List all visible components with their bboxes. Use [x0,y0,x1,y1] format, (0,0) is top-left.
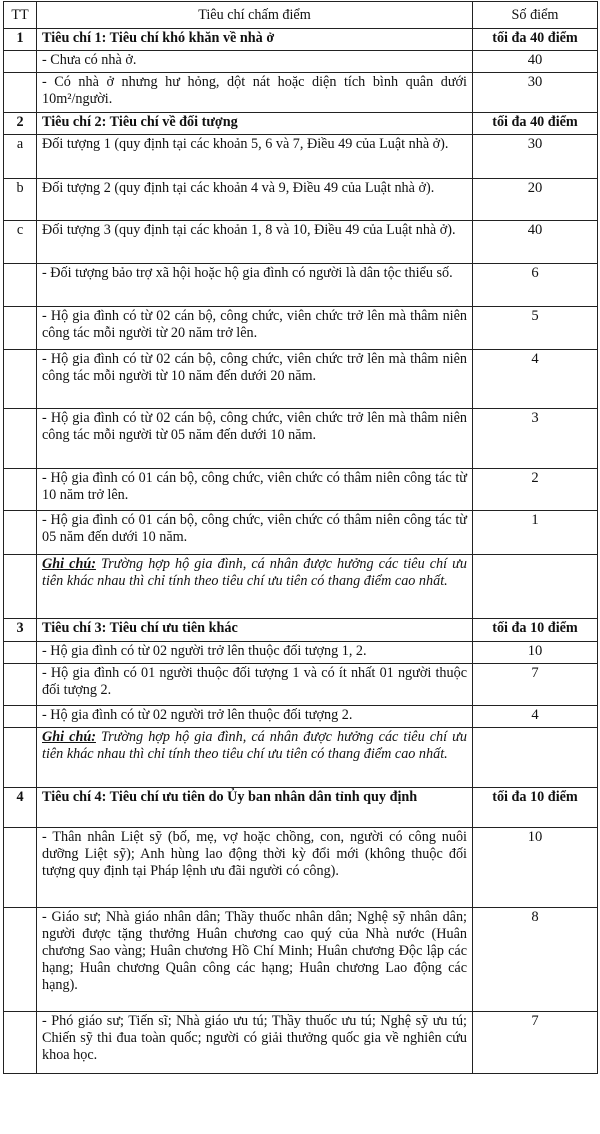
criterion-item-text: - Giáo sư; Nhà giáo nhân dân; Thầy thuốc nhân dân; Nghệ sỹ nhân dân; người được tặng thưởng Huân chương cao quý của Nhà nước (Huân chương Sao vàng; Huân chương Hồ Chí Minh; Huân chương Độc lập các hạng; Huân chương Quân công các hạng; Huân chương Lao động các hạng). [37,908,473,1012]
score-value: 7 [473,1012,598,1074]
table-row [4,706,598,728]
table-row [4,664,598,706]
criterion-item-text: - Hộ gia đình có 01 người thuộc đối tượng 1 và có ít nhất 01 người thuộc đối tượng 2. [37,664,473,706]
criterion-item-text: Đối tượng 3 (quy định tại các khoản 1, 8 và 10, Điều 49 của Luật nhà ở). [37,221,473,264]
criterion-item-text: - Hộ gia đình có từ 02 cán bộ, công chức, viên chức trở lên mà thâm niên công tác mỗi người từ 20 năm trở lên. [37,307,473,350]
score-value: 8 [473,908,598,1012]
row-number [4,469,37,511]
note-row [4,555,598,619]
score-value: 7 [473,664,598,706]
score-value: 20 [473,179,598,221]
criterion-item-text: - Hộ gia đình có 01 cán bộ, công chức, viên chức có thâm niên công tác từ 10 năm trở lên. [37,469,473,511]
score-value: 2 [473,469,598,511]
row-number: 3 [4,619,37,642]
row-number: a [4,135,37,179]
score-value: 40 [473,221,598,264]
table-row [4,642,598,664]
table-row [4,221,598,264]
score-value: 5 [473,307,598,350]
row-number [4,264,37,307]
criterion-title: Tiêu chí 3: Tiêu chí ưu tiên khác [37,619,473,642]
row-number [4,664,37,706]
criterion-row [4,29,598,51]
criterion-item-text: - Hộ gia đình có từ 02 cán bộ, công chức, viên chức trở lên mà thâm niên công tác mỗi người từ 10 năm đến dưới 20 năm. [37,350,473,409]
row-number [4,409,37,469]
header-criteria: Tiêu chí chấm điểm [37,2,473,29]
table-row [4,469,598,511]
row-number [4,350,37,409]
scoring-table [3,1,598,1074]
table-row [4,1012,598,1074]
score-value: 10 [473,642,598,664]
table-row [4,350,598,409]
row-number [4,706,37,728]
criterion-item-text: - Hộ gia đình có từ 02 người trở lên thuộc đối tượng 2. [37,706,473,728]
max-score: tối đa 40 điểm [473,29,598,51]
max-score: tối đa 10 điểm [473,788,598,828]
criterion-item-text: - Phó giáo sư; Tiến sĩ; Nhà giáo ưu tú; Thầy thuốc ưu tú; Nghệ sỹ ưu tú; Chiến sỹ thi đua toàn quốc; người có giải thưởng quốc gia về nghiên cứu khoa học. [37,1012,473,1074]
criterion-item-text: - Đối tượng bảo trợ xã hội hoặc hộ gia đình có người là dân tộc thiểu số. [37,264,473,307]
criterion-title: Tiêu chí 1: Tiêu chí khó khăn về nhà ở [37,29,473,51]
note-text: Trường hợp hộ gia đình, cá nhân được hưởng các tiêu chí ưu tiên khác nhau thì chỉ tính theo tiêu chí ưu tiên có thang điểm cao nhất. [42,729,467,762]
table-row [4,409,598,469]
row-number [4,828,37,908]
table-row [4,264,598,307]
table-row [4,828,598,908]
table-header-row [4,2,598,29]
row-number [4,1012,37,1074]
score-value [473,555,598,619]
max-score: tối đa 40 điểm [473,113,598,135]
table-row [4,511,598,555]
criterion-item-text: Đối tượng 1 (quy định tại các khoản 5, 6 và 7, Điều 49 của Luật nhà ở). [37,135,473,179]
score-value [473,728,598,788]
score-value: 6 [473,264,598,307]
row-number [4,728,37,788]
criterion-item-text: - Hộ gia đình có 01 cán bộ, công chức, viên chức có thâm niên công tác từ 05 năm đến dưới 10 năm. [37,511,473,555]
row-number [4,73,37,113]
header-score: Số điểm [473,2,598,29]
max-score: tối đa 10 điểm [473,619,598,642]
note-cell [37,555,473,619]
criterion-title: Tiêu chí 2: Tiêu chí về đối tượng [37,113,473,135]
criterion-item-text: - Hộ gia đình có từ 02 người trở lên thuộc đối tượng 1, 2. [37,642,473,664]
row-number [4,908,37,1012]
row-number [4,307,37,350]
table-row [4,73,598,113]
score-value: 30 [473,73,598,113]
note-label: Ghi chú: [42,729,96,745]
row-number: c [4,221,37,264]
criterion-item-text: Đối tượng 2 (quy định tại các khoản 4 và 9, Điều 49 của Luật nhà ở). [37,179,473,221]
score-value: 1 [473,511,598,555]
row-number: b [4,179,37,221]
criterion-row [4,788,598,828]
row-number [4,511,37,555]
note-row [4,728,598,788]
row-number [4,642,37,664]
criterion-item-text: - Có nhà ở nhưng hư hỏng, dột nát hoặc diện tích bình quân dưới 10m²/người. [37,73,473,113]
note-label: Ghi chú: [42,556,96,572]
criterion-row [4,113,598,135]
score-value: 3 [473,409,598,469]
criterion-item-text: - Chưa có nhà ở. [37,51,473,73]
table-row [4,307,598,350]
criterion-row [4,619,598,642]
note-text: Trường hợp hộ gia đình, cá nhân được hưởng các tiêu chí ưu tiên khác nhau thì chỉ tính theo tiêu chí ưu tiên có thang điểm cao nhất. [42,556,467,589]
score-value: 4 [473,706,598,728]
row-number [4,51,37,73]
score-value: 4 [473,350,598,409]
row-number: 2 [4,113,37,135]
score-value: 10 [473,828,598,908]
header-tt: TT [4,2,37,29]
criterion-title: Tiêu chí 4: Tiêu chí ưu tiên do Ủy ban nhân dân tỉnh quy định [37,788,473,828]
row-number [4,555,37,619]
score-value: 30 [473,135,598,179]
note-cell [37,728,473,788]
table-row [4,908,598,1012]
table-row [4,135,598,179]
score-value: 40 [473,51,598,73]
table-body [4,29,598,1074]
table-row [4,179,598,221]
criterion-item-text: - Thân nhân Liệt sỹ (bố, mẹ, vợ hoặc chồng, con, người có công nuôi dưỡng Liệt sỹ); Anh hùng lao động thời kỳ đổi mới (không thuộc đối tượng quy định tại Pháp lệnh ưu đãi người có công). [37,828,473,908]
row-number: 4 [4,788,37,828]
criterion-item-text: - Hộ gia đình có từ 02 cán bộ, công chức, viên chức trở lên mà thâm niên công tác mỗi người từ 05 năm đến dưới 10 năm. [37,409,473,469]
row-number: 1 [4,29,37,51]
table-row [4,51,598,73]
